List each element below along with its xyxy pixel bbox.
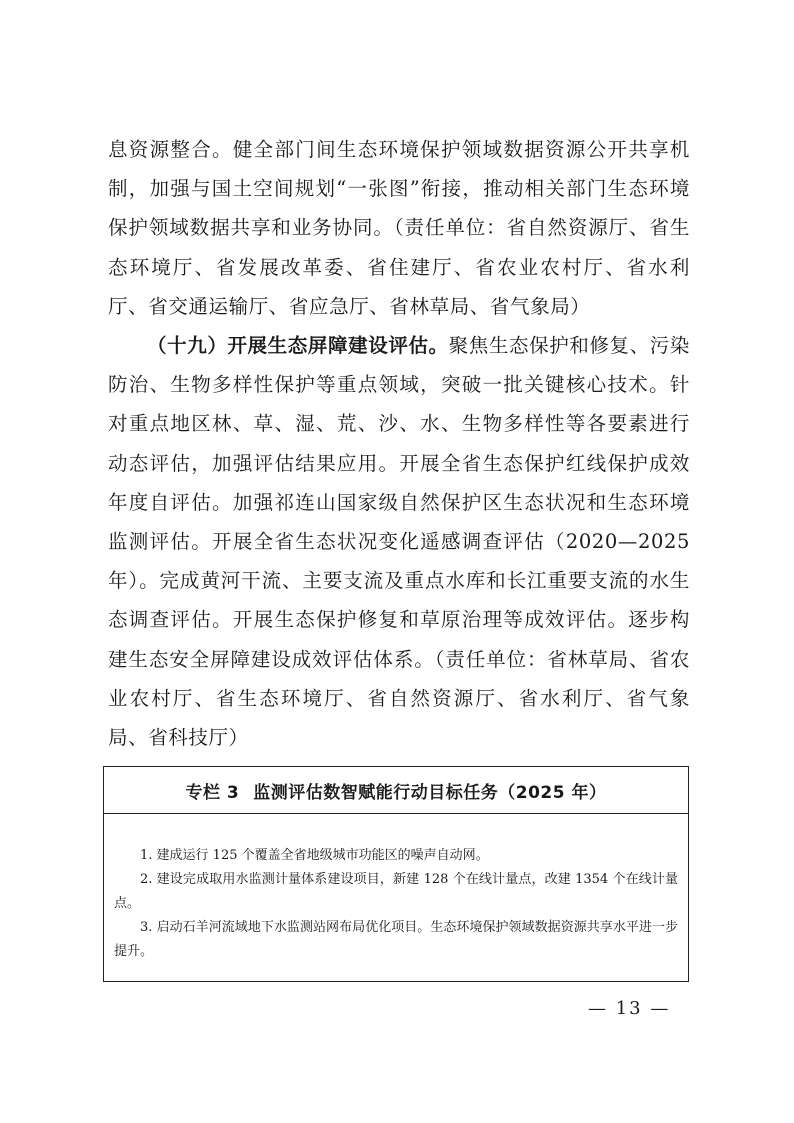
box-item: 2. 建设完成取用水监测计量体系建设项目，新建 128 个在线计量点，改建 1354 个在线计量点。 [114, 872, 678, 911]
body-text [108, 130, 690, 757]
paragraph-text: 息资源整合。健全部门间生态环境保护领域数据资源公开共享机制，加强与国土空间规划“一张图”衔接，推动相关部门生态环境保护领域数据共享和业务协同。（责任单位：省自然资源厅、省生态环境厅、省发展改革委、省住建厅、省农业农村厅、省水利厅、省交通运输厅、省应急厅、省林草局、省气象局） [108, 138, 690, 318]
section-heading: （十九）开展生态屏障建设评估。 [147, 334, 449, 358]
paragraph-continued [108, 130, 690, 326]
special-column-box [103, 766, 689, 982]
box-label: 专栏 3 [185, 782, 240, 803]
box-body [104, 814, 688, 964]
box-item: 1. 建成运行 125 个覆盖全省地级城市功能区的噪声自动网。 [140, 848, 489, 863]
box-title: 监测评估数智赋能行动目标任务（2025 年） [253, 782, 607, 803]
box-header [104, 767, 688, 814]
box-item: 3. 启动石羊河流域地下水监测站网布局优化项目。生态环境保护领域数据资源共享水平进一步提升。 [114, 920, 678, 959]
paragraph-section-19 [108, 326, 690, 757]
paragraph-text: 聚焦生态保护和修复、污染防治、生物多样性保护等重点领域，突破一批关键核心技术。针对重点地区林、草、湿、荒、沙、水、生物多样性等各要素进行动态评估，加强评估结果应用。开展全省生态保护红线保护成效年度自评估。加强祁连山国家级自然保护区生态状况和生态环境监测评估。开展全省生态状况变化遥感调查评估（2020—2025年）。完成黄河干流、主要支流及重点水库和长江重要支流的水生态调查评估。开展生态保护修复和草原治理等成效评估。逐步构建生态安全屏障建设成效评估体系。（责任单位：省林草局、省农业农村厅、省生态环境厅、省自然资源厅、省水利厅、省气象局、省科技厅） [108, 334, 690, 750]
page-number: — 13 — [588, 998, 671, 1019]
